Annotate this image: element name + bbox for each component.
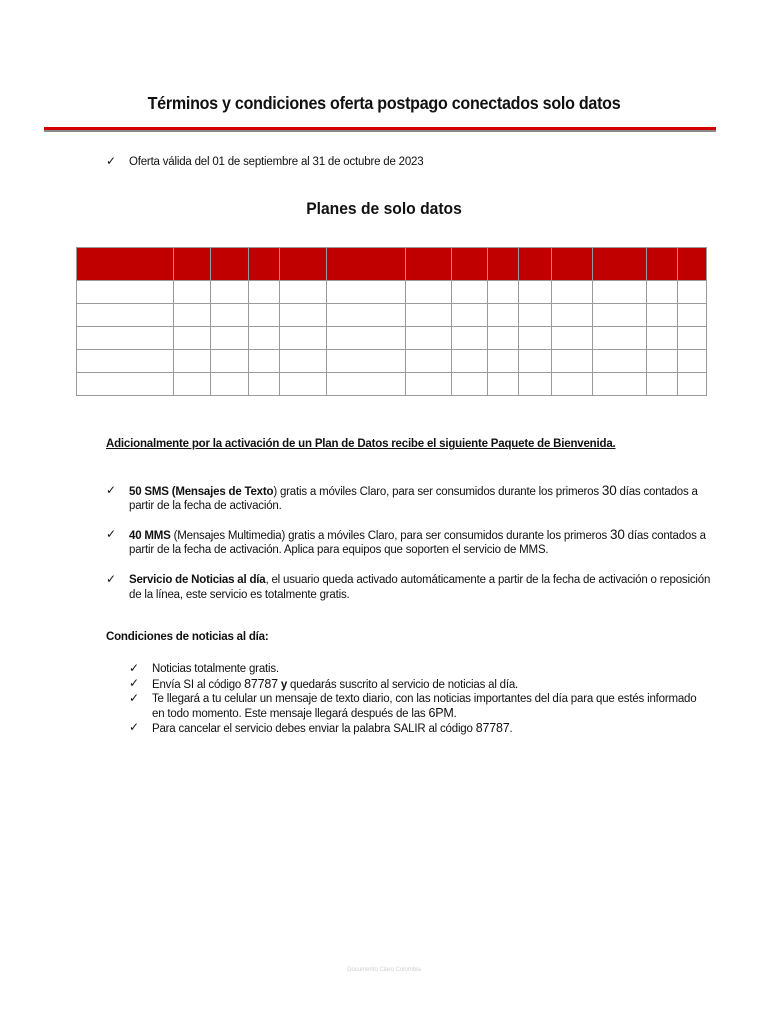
benefit-mms-line2: partir de la fecha de activación. Aplica para equipos que soporten el servicio de MMS. <box>129 544 549 556</box>
table-cell <box>593 327 647 350</box>
table-header-cell <box>647 248 678 281</box>
table-body <box>77 281 707 396</box>
condition-daily-end: . <box>453 708 457 720</box>
table-cell <box>327 281 406 304</box>
table-cell <box>406 350 452 373</box>
table-cell <box>593 281 647 304</box>
table-header-cell <box>452 248 488 281</box>
table-header-cell <box>211 248 249 281</box>
plans-table <box>76 247 707 396</box>
table-cell <box>552 350 593 373</box>
condition-subscribe-and: y <box>277 679 288 691</box>
table-header-cell <box>488 248 519 281</box>
title-divider-shadow <box>44 130 716 132</box>
table-cell <box>249 350 280 373</box>
check-icon: ✓ <box>129 691 140 705</box>
table-cell <box>488 304 519 327</box>
validity-text: Oferta válida del 01 de septiembre al 31 de octubre de 2023 <box>129 156 424 168</box>
table-cell <box>519 350 552 373</box>
benefit-mms-text-end: días contados a <box>624 530 706 542</box>
table-header-cell <box>174 248 211 281</box>
benefit-sms-line2: partir de la fecha de activación. <box>129 500 282 512</box>
table-cell <box>678 304 707 327</box>
table-cell <box>211 304 249 327</box>
table-cell <box>519 373 552 396</box>
table-cell <box>280 281 327 304</box>
table-cell <box>406 373 452 396</box>
table-header-cell <box>678 248 707 281</box>
table-cell <box>452 304 488 327</box>
table-cell <box>249 304 280 327</box>
table-cell <box>174 373 211 396</box>
condition-cancel-code: 87787 <box>475 721 510 735</box>
benefit-sms-bold: 50 SMS (Mensajes de Texto <box>129 486 274 498</box>
table-cell <box>452 327 488 350</box>
check-icon: ✓ <box>129 661 140 675</box>
table-cell <box>519 281 552 304</box>
table-cell <box>647 304 678 327</box>
table-cell <box>327 350 406 373</box>
condition-subscribe <box>152 677 518 692</box>
table-cell <box>452 281 488 304</box>
benefit-sms-days: 30 <box>601 483 617 498</box>
plans-title: Planes de solo datos <box>306 199 462 218</box>
table-cell <box>452 350 488 373</box>
table-cell <box>249 327 280 350</box>
condition-cancel-text: Para cancelar el servicio debes enviar la palabra SALIR al código <box>152 723 476 735</box>
table-cell <box>280 350 327 373</box>
benefit-mms <box>129 528 706 543</box>
table-header-cell <box>327 248 406 281</box>
welcome-heading: Adicionalmente por la activación de un Plan de Datos recibe el siguiente Paquete de Bienvenida. <box>106 438 616 450</box>
condition-cancel-end: . <box>509 723 513 735</box>
table-cell <box>327 304 406 327</box>
table-cell <box>211 350 249 373</box>
table-row <box>77 281 707 304</box>
condition-free: Noticias totalmente gratis. <box>152 663 279 675</box>
table-cell <box>678 350 707 373</box>
benefit-sms <box>129 484 698 499</box>
table-cell <box>211 281 249 304</box>
table-cell <box>211 327 249 350</box>
table-cell <box>77 304 174 327</box>
table-header-cell <box>593 248 647 281</box>
check-icon: ✓ <box>106 572 117 586</box>
benefit-sms-text: ) gratis a móviles Claro, para ser consumidos durante los primeros <box>273 486 602 498</box>
table-header-cell <box>406 248 452 281</box>
table-cell <box>280 373 327 396</box>
table-cell <box>593 304 647 327</box>
benefit-news-bold: Servicio de Noticias al día <box>129 574 266 586</box>
benefit-news <box>129 573 710 587</box>
benefit-mms-bold: 40 MMS <box>129 530 171 542</box>
table-cell <box>77 373 174 396</box>
table-cell <box>647 281 678 304</box>
condition-subscribe-rest: quedarás suscrito al servicio de noticias al día. <box>287 679 519 691</box>
benefit-mms-days: 30 <box>610 527 625 542</box>
table-cell <box>249 281 280 304</box>
page-footer: Documento Claro Colombia <box>347 967 421 973</box>
table-cell <box>249 373 280 396</box>
table-cell <box>211 373 249 396</box>
table-cell <box>406 327 452 350</box>
condition-daily-time: 6PM <box>428 706 454 720</box>
condition-subscribe-code: 87787 <box>244 677 278 691</box>
table-cell <box>174 304 211 327</box>
table-cell <box>519 327 552 350</box>
table-cell <box>327 327 406 350</box>
condition-daily-text: en todo momento. Este mensaje llegará después de las <box>152 708 429 720</box>
table-cell <box>678 281 707 304</box>
table-cell <box>488 281 519 304</box>
check-icon: ✓ <box>129 676 140 690</box>
table-cell <box>678 327 707 350</box>
benefit-news-text: , el usuario queda activado automáticamente a partir de la fecha de activación o reposición <box>265 574 711 586</box>
check-icon: ✓ <box>129 720 140 734</box>
benefit-news-line2: de la línea, este servicio es totalmente gratis. <box>129 589 350 601</box>
table-header-cell <box>77 248 174 281</box>
table-cell <box>552 327 593 350</box>
condition-cancel <box>152 721 512 736</box>
check-icon: ✓ <box>106 483 117 497</box>
condition-subscribe-text: Envía SI al código <box>152 679 245 691</box>
table-cell <box>552 304 593 327</box>
table-header-cell <box>519 248 552 281</box>
table-cell <box>593 350 647 373</box>
table-cell <box>647 327 678 350</box>
table-cell <box>174 281 211 304</box>
table-row <box>77 350 707 373</box>
table-cell <box>406 304 452 327</box>
table-header-cell <box>280 248 327 281</box>
table-cell <box>406 281 452 304</box>
table-cell <box>488 327 519 350</box>
table-cell <box>593 373 647 396</box>
table-cell <box>327 373 406 396</box>
table-row <box>77 327 707 350</box>
table-cell <box>174 327 211 350</box>
news-conditions-heading: Condiciones de noticias al día: <box>106 631 269 643</box>
table-cell <box>77 281 174 304</box>
table-cell <box>280 327 327 350</box>
benefit-mms-text: (Mensajes Multimedia) gratis a móviles Claro, para ser consumidos durante los primeros <box>170 530 611 542</box>
benefit-sms-text-end: días contados a <box>616 486 698 498</box>
table-cell <box>452 373 488 396</box>
table-cell <box>77 350 174 373</box>
table-cell <box>488 350 519 373</box>
table-cell <box>77 327 174 350</box>
check-icon: ✓ <box>106 527 117 541</box>
table-cell <box>174 350 211 373</box>
condition-daily-message-line2 <box>152 706 457 721</box>
condition-daily-message: Te llegará a tu celular un mensaje de texto diario, con las noticias importantes del día para que estés informado <box>152 693 697 705</box>
check-icon: ✓ <box>106 154 117 168</box>
table-header-cell <box>552 248 593 281</box>
table-cell <box>488 373 519 396</box>
page-title: Términos y condiciones oferta postpago conectados solo datos <box>147 93 621 113</box>
table-header-row <box>77 248 707 281</box>
table-cell <box>519 304 552 327</box>
table-cell <box>647 350 678 373</box>
table-cell <box>678 373 707 396</box>
table-row <box>77 304 707 327</box>
table-cell <box>552 373 593 396</box>
table-cell <box>280 304 327 327</box>
table-row <box>77 373 707 396</box>
table-cell <box>647 373 678 396</box>
table-cell <box>552 281 593 304</box>
table-header-cell <box>249 248 280 281</box>
